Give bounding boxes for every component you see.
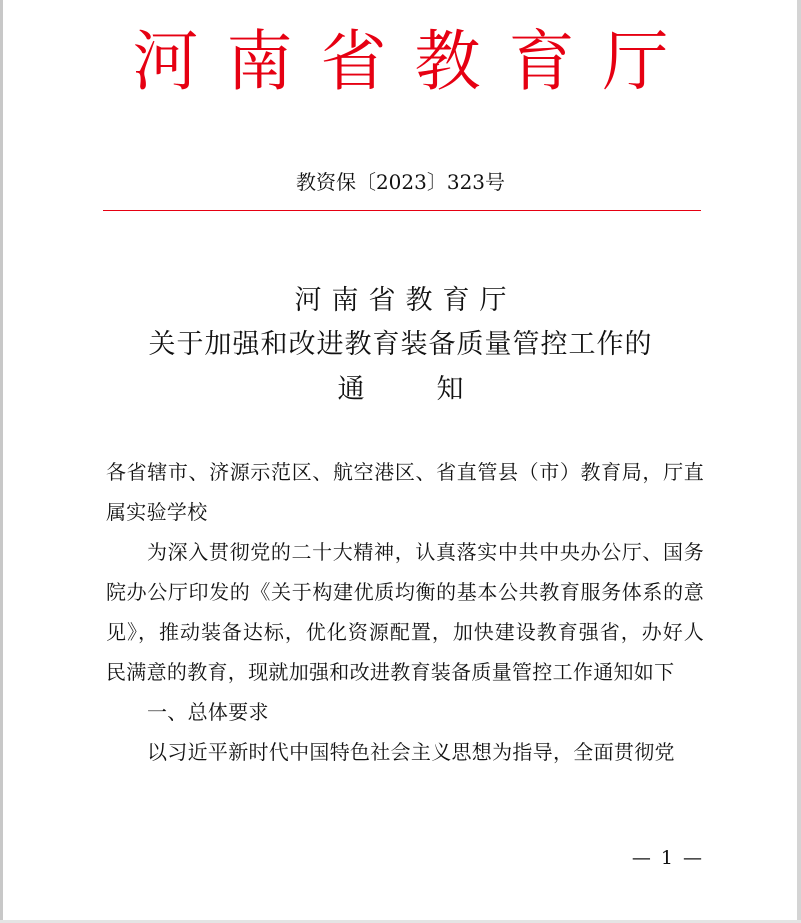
page-edge-left xyxy=(0,0,3,923)
page-number: — 1 — xyxy=(631,847,704,869)
intro-paragraph: 为深入贯彻党的二十大精神，认真落实中共中央办公厅、国务院办公厅印发的《关于构建优质均衡的基本公共教育服务体系的意见》，推动装备达标，优化资源配置，加快建设教育强省，办好人民满意的教育，现就加强和改进教育装备质量管控工作通知如下 xyxy=(106,540,704,684)
page-edge-right xyxy=(797,0,801,923)
addressee: 各省辖市、济源示范区、航空港区、省直管县（市）教育局，厅直属实验学校 xyxy=(106,460,704,524)
masthead-title: 河南省教育厅 xyxy=(132,23,697,100)
notice-title-line-3: 通知 xyxy=(337,374,536,405)
document-body xyxy=(106,452,704,772)
body-paragraph: 以习近平新时代中国特色社会主义思想为指导，全面贯彻党 xyxy=(147,740,675,764)
document-number: 教资保〔2023〕323号 xyxy=(295,170,506,194)
red-separator-line xyxy=(103,210,701,211)
notice-title-line-2: 关于加强和改进教育装备质量管控工作的 xyxy=(148,329,653,360)
section-heading: 一、总体要求 xyxy=(147,700,269,724)
notice-title-line-1: 河南省教育厅 xyxy=(294,285,517,316)
